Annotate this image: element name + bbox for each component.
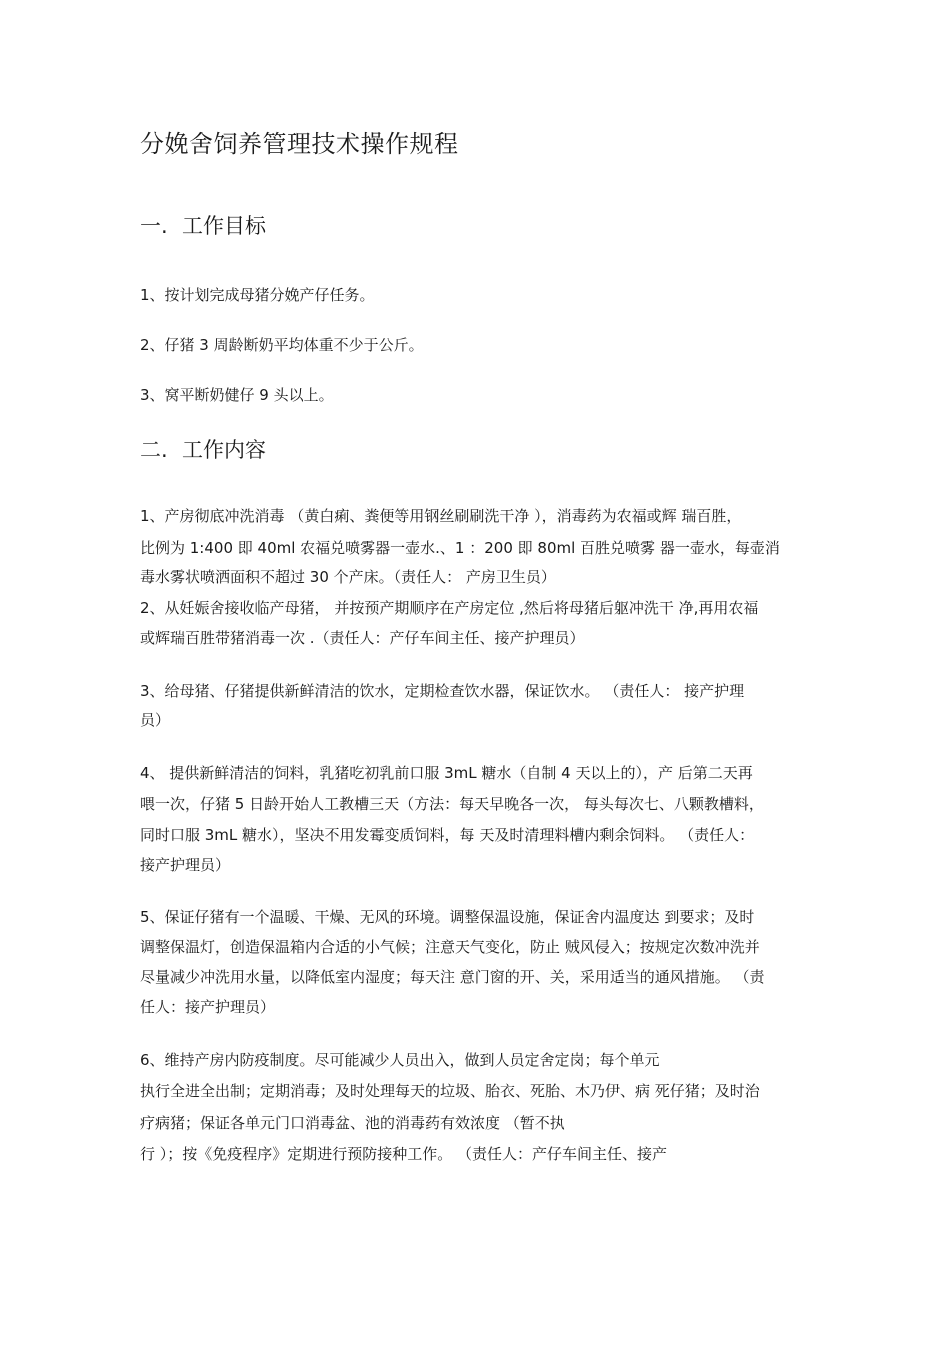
paragraph-line: 毒水雾状喷洒面积不超过 30 个产床。（责任人： 产房卫生员）: [140, 568, 556, 586]
paragraph-line: 执行全进全出制；定期消毒；及时处理每天的垃圾、胎衣、死胎、木乃伊、病 死仔猪；及时治: [140, 1082, 760, 1100]
section-heading-content: [140, 436, 266, 464]
paragraph-line: 同时口服 3mL 糖水），坚决不用发霉变质饲料，每 天及时清理料槽内剩余饲料。 （责任人：: [140, 826, 755, 844]
paragraph-line: 5、保证仔猪有一个温暖、干燥、无风的环境。调整保温设施，保证舍内温度达 到要求；及时: [140, 908, 755, 926]
goal-item-1: 1、按计划完成母猪分娩产仔任务。: [140, 286, 375, 304]
paragraph-line: 或辉瑞百胜带猪消毒一次 .（责任人：产仔车间主任、接产护理员）: [140, 629, 585, 647]
paragraph-line: 3、给母猪、仔猪提供新鲜清洁的饮水，定期检查饮水器，保证饮水。 （责任人： 接产护理: [140, 682, 745, 700]
paragraph-line: 4、 提供新鲜清洁的饲料，乳猪吃初乳前口服 3mL 糖水（自制 4 天以上的），产 后第二天再: [140, 764, 753, 782]
paragraph-line: 喂一次，仔猪 5 日龄开始人工教槽三天（方法：每天早晚各一次， 每头每次七、八颗教槽料，: [140, 795, 764, 813]
section-heading-goals: [140, 212, 266, 240]
goal-item-3: 3、窝平断奶健仔 9 头以上。: [140, 386, 334, 404]
paragraph-line: 2、从妊娠舍接收临产母猪， 并按预产期顺序在产房定位 ,然后将母猪后躯冲洗干 净,再用农福: [140, 599, 759, 617]
paragraph-line: 调整保温灯，创造保温箱内合适的小气候；注意天气变化，防止 贼风侵入；按规定次数冲洗并: [140, 938, 760, 956]
paragraph-line: 员）: [140, 711, 171, 729]
paragraph-line: 接产护理员）: [140, 856, 231, 874]
paragraph-line: 6、维持产房内防疫制度。尽可能减少人员出入，做到人员定舍定岗；每个单元: [140, 1051, 660, 1069]
paragraph-line: 任人：接产护理员）: [140, 998, 276, 1016]
section-label: 工作内容: [182, 438, 266, 462]
section-number: 二.: [140, 438, 168, 462]
section-label: 工作目标: [182, 214, 266, 238]
section-number: 一.: [140, 214, 168, 238]
goal-item-2: 2、仔猪 3 周龄断奶平均体重不少于公斤。: [140, 336, 424, 354]
paragraph-line: 尽量减少冲洗用水量，以降低室内湿度；每天注 意门窗的开、关，采用适当的通风措施。 （责: [140, 968, 765, 986]
paragraph-line: 1、产房彻底冲洗消毒 （黄白痢、粪便等用钢丝刷刷洗干净 ），消毒药为农福或辉 瑞百胜，: [140, 507, 742, 525]
paragraph-line: 比例为 1:400 即 40ml 农福兑喷雾器一壶水.、1 ：200 即 80ml 百胜兑喷雾 器一壶水，每壶消: [140, 539, 780, 557]
document-title: 分娩舍饲养管理技术操作规程: [140, 130, 459, 158]
paragraph-line: 疗病猪；保证各单元门口消毒盆、池的消毒药有效浓度 （暂不执: [140, 1114, 565, 1132]
paragraph-line: 行 ）；按《免疫程序》定期进行预防接种工作。 （责任人：产仔车间主任、接产: [140, 1145, 668, 1163]
